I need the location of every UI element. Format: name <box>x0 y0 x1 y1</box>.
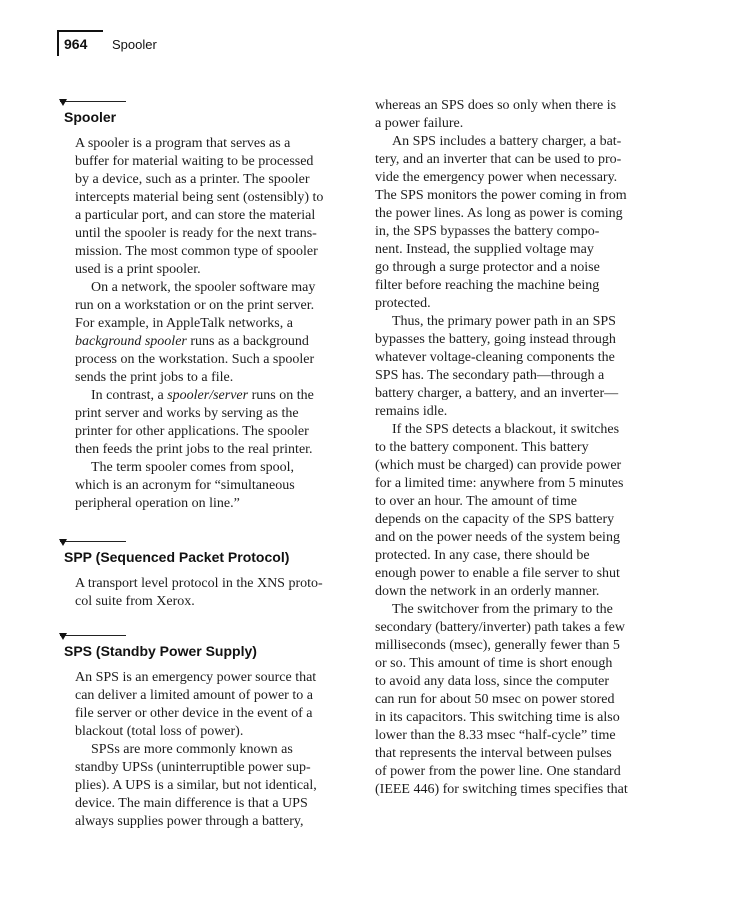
text-line: of power from the power line. One standard <box>375 764 621 779</box>
text-line: go through a surge protector and a noise <box>375 260 600 275</box>
text-line: for a limited time: anywhere from 5 minutes <box>375 476 624 491</box>
text-line: used is a print spooler. <box>75 262 201 277</box>
text-line: which is an acronym for “simultaneous <box>75 478 295 493</box>
text-line: protected. <box>375 296 431 311</box>
text-line: whereas an SPS does so only when there is <box>375 98 617 113</box>
text-line: The term spooler comes from spool, <box>91 460 294 475</box>
running-head: Spooler <box>112 37 157 52</box>
text-line: the power lines. As long as power is coming <box>375 206 623 221</box>
text-line: remains idle. <box>375 404 448 419</box>
paragraph <box>75 741 350 831</box>
text-line: run on a workstation or on the print server. <box>75 298 315 313</box>
entry-marker <box>60 537 350 549</box>
text-line: print server and works by serving as the <box>75 406 299 421</box>
text-line: sends the print jobs to a file. <box>75 370 234 385</box>
text-line: blackout (total loss of power). <box>75 724 244 739</box>
triangle-down-icon <box>59 99 67 106</box>
text-line: plies). A UPS is a similar, but not identical, <box>75 778 317 793</box>
text-line: by a device, such as a printer. The spooler <box>75 172 310 187</box>
text-line: or so. This amount of time is short enough <box>375 656 613 671</box>
text-line: always supplies power through a battery, <box>75 814 304 829</box>
text-line: For example, in AppleTalk networks, a <box>75 316 293 331</box>
marker-rule <box>60 541 126 542</box>
entry-marker <box>60 631 350 643</box>
text-line: milliseconds (msec), generally fewer than 5 <box>375 638 620 653</box>
text-line: to avoid any data loss, since the computer <box>375 674 610 689</box>
text-line: printer for other applications. The spooler <box>75 424 309 439</box>
text-line: nent. Instead, the supplied voltage may <box>375 242 594 257</box>
paragraph <box>375 133 650 313</box>
text-line: intercepts material being sent (ostensibly) to <box>75 190 324 205</box>
text-line: until the spooler is ready for the next trans- <box>75 226 317 241</box>
text-line: process on the workstation. Such a spooler <box>75 352 315 367</box>
text-line: a particular port, and can store the material <box>75 208 316 223</box>
header-rule-vertical <box>57 30 59 56</box>
text-line: Thus, the primary power path in an SPS <box>392 314 616 329</box>
text-line: SPSs are more commonly known as <box>91 742 293 757</box>
paragraph <box>375 313 650 421</box>
paragraph <box>75 575 350 611</box>
paragraph <box>75 279 350 387</box>
triangle-down-icon <box>59 539 67 546</box>
text-fragment: In contrast, a <box>91 388 168 403</box>
right-column <box>375 97 650 799</box>
paragraph <box>375 97 650 133</box>
paragraph <box>75 669 350 741</box>
text-line: mission. The most common type of spooler <box>75 244 318 259</box>
entry-heading: SPP (Sequenced Packet Protocol) <box>64 549 290 565</box>
text-line: can deliver a limited amount of power to a <box>75 688 313 703</box>
text-line: device. The main difference is that a UPS <box>75 796 308 811</box>
italic-term: spooler/server <box>167 388 249 403</box>
text-line: tery, and an inverter that can be used to pro- <box>375 152 622 167</box>
text-line: lower than the 8.33 msec “half-cycle” time <box>375 728 616 743</box>
text-line: depends on the capacity of the SPS battery <box>375 512 615 527</box>
left-column <box>60 97 350 831</box>
text-fragment: runs as a background <box>186 334 309 349</box>
text-line: (IEEE 446) for switching times specifies that <box>375 782 628 797</box>
entry-marker <box>60 97 350 109</box>
text-line: file server or other device in the event of a <box>75 706 313 721</box>
text-line: battery charger, a battery, and an inverter— <box>375 386 619 401</box>
entry-body <box>75 135 350 513</box>
paragraph <box>75 387 350 459</box>
text-line: to over an hour. The amount of time <box>375 494 577 509</box>
text-line: a power failure. <box>375 116 464 131</box>
text-line: that represents the interval between pulses <box>375 746 612 761</box>
text-line: and on the power needs of the system being <box>375 530 620 545</box>
text-line: protected. In any case, there should be <box>375 548 590 563</box>
page-number: 964 <box>64 36 88 52</box>
entry-heading: SPS (Standby Power Supply) <box>64 643 257 659</box>
text-line: in, the SPS bypasses the battery compo- <box>375 224 600 239</box>
text-line: (which must be charged) can provide power <box>375 458 622 473</box>
text-line: An SPS is an emergency power source that <box>75 670 317 685</box>
paragraph <box>75 459 350 513</box>
text-line: col suite from Xerox. <box>75 594 195 609</box>
text-line: SPS has. The secondary path—through a <box>375 368 605 383</box>
text-fragment: runs on the <box>248 388 314 403</box>
text-line: to the battery component. This battery <box>375 440 589 455</box>
italic-term: background spooler <box>75 334 187 349</box>
text-line <box>75 333 350 351</box>
text-line <box>75 387 350 405</box>
entry-sps <box>60 631 350 831</box>
text-line: peripheral operation on line.” <box>75 496 240 511</box>
text-line: vide the emergency power when necessary. <box>375 170 618 185</box>
text-line: The SPS monitors the power coming in from <box>375 188 627 203</box>
text-line: secondary (battery/inverter) path takes a few <box>375 620 625 635</box>
text-line: enough power to enable a file server to shut <box>375 566 620 581</box>
entry-heading: Spooler <box>64 109 117 125</box>
text-line: The switchover from the primary to the <box>392 602 613 617</box>
text-line: If the SPS detects a blackout, it switches <box>392 422 620 437</box>
text-line: buffer for material waiting to be processed <box>75 154 314 169</box>
header-rule-horizontal <box>57 30 103 32</box>
text-line: standby UPSs (uninterruptible power sup- <box>75 760 311 775</box>
entry-spooler <box>60 97 350 513</box>
marker-rule <box>60 635 126 636</box>
text-line: can run for about 50 msec on power stored <box>375 692 615 707</box>
text-line: in its capacitors. This switching time is also <box>375 710 620 725</box>
text-line: On a network, the spooler software may <box>91 280 316 295</box>
text-line: whatever voltage-cleaning components the <box>375 350 615 365</box>
text-line: filter before reaching the machine being <box>375 278 600 293</box>
paragraph <box>75 135 350 279</box>
text-line: A spooler is a program that serves as a <box>75 136 291 151</box>
paragraph <box>375 601 650 799</box>
text-line: bypasses the battery, going instead through <box>375 332 616 347</box>
marker-rule <box>60 101 126 102</box>
text-line: then feeds the print jobs to the real printer. <box>75 442 313 457</box>
paragraph <box>375 421 650 601</box>
text-line: A transport level protocol in the XNS proto- <box>75 576 323 591</box>
text-line: An SPS includes a battery charger, a bat- <box>392 134 622 149</box>
entry-spp <box>60 537 350 611</box>
entry-body <box>75 575 350 611</box>
text-line: down the network in an orderly manner. <box>375 584 600 599</box>
triangle-down-icon <box>59 633 67 640</box>
entry-body <box>75 669 350 831</box>
